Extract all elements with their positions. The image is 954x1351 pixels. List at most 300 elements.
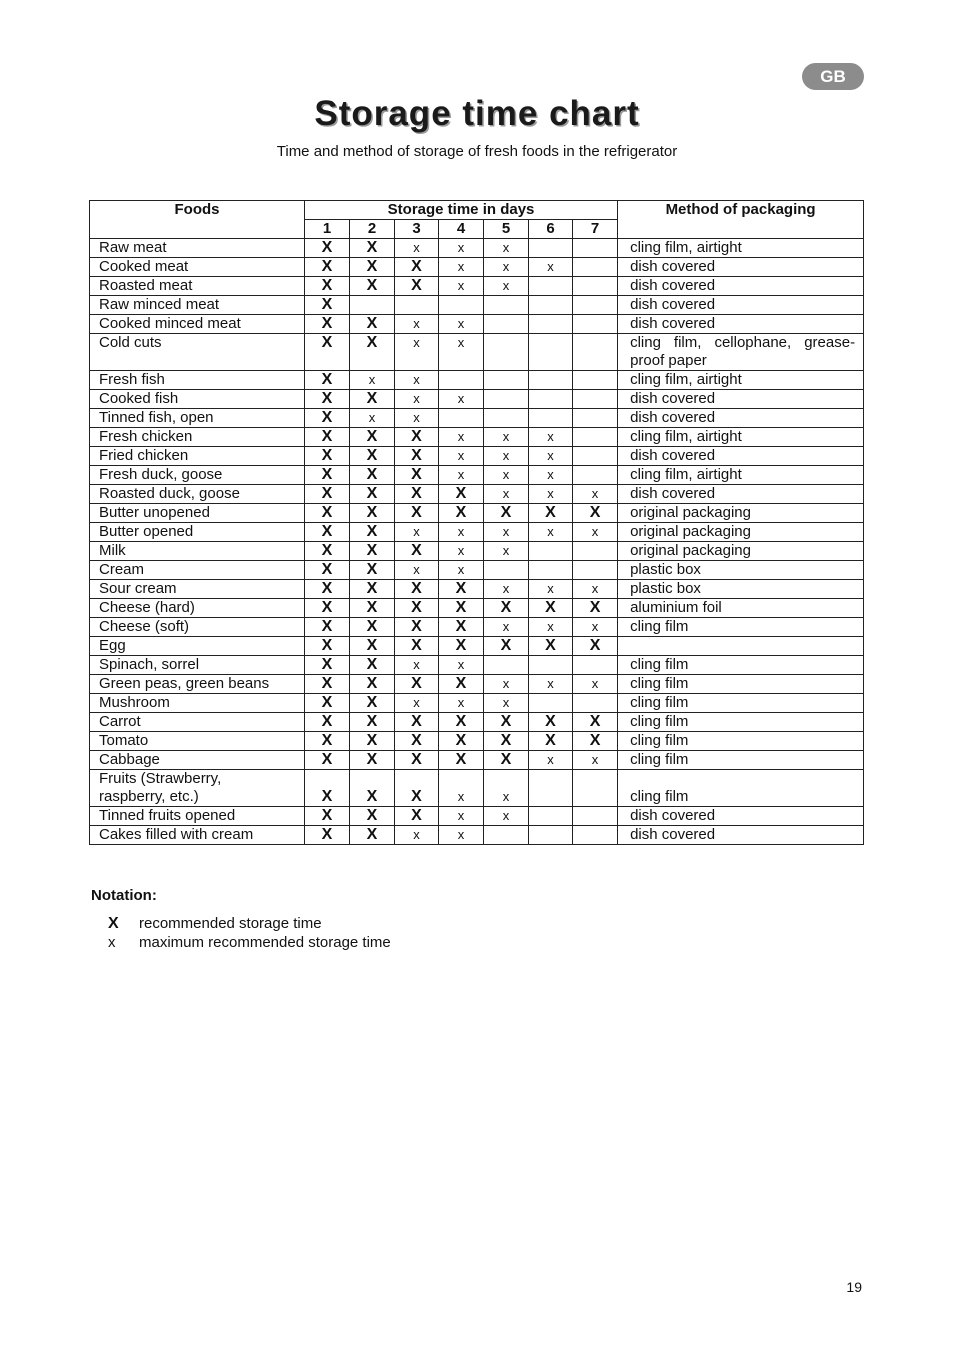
packaging-method-line: dish covered [630,447,716,464]
storage-mark [395,826,439,845]
storage-mark [529,542,573,561]
storage-mark-symbol: x [502,467,510,482]
storage-mark-symbol: X [366,637,378,654]
storage-mark [573,599,618,618]
packaging-method [618,239,864,258]
food-name [90,770,305,807]
storage-mark-symbol: X [366,694,378,711]
storage-mark [350,504,395,523]
storage-mark [439,258,484,277]
food-name [90,466,305,485]
page-number: 19 [846,1279,862,1295]
storage-mark [305,466,350,485]
packaging-method-line: cling film [630,751,689,768]
storage-mark-symbol: X [321,258,333,275]
storage-mark [395,637,439,656]
food-name-line: Fresh fish [99,371,165,388]
storage-mark-symbol: X [366,807,378,824]
storage-mark [350,466,395,485]
storage-mark [529,296,573,315]
storage-mark [573,277,618,296]
storage-mark [305,561,350,580]
storage-mark-symbol: X [411,713,422,730]
storage-mark-symbol: X [411,580,422,597]
storage-mark-symbol: X [321,807,333,824]
packaging-method-line: original packaging [630,523,751,540]
storage-mark-symbol: X [321,561,333,578]
packaging-method [618,770,864,807]
food-name-line: Fried chicken [99,447,189,464]
food-name [90,694,305,713]
storage-mark [350,826,395,845]
storage-mark [305,732,350,751]
food-name [90,315,305,334]
header-method: Method of packaging [618,201,864,239]
food-name-line: Cabbage [99,751,160,768]
food-name-line: Mushroom [99,694,170,711]
storage-mark [439,618,484,637]
storage-mark-symbol: X [321,826,333,843]
packaging-method [618,713,864,732]
food-name-line: Sour cream [99,580,177,597]
food-name-line: Tomato [99,732,149,749]
storage-mark [529,239,573,258]
storage-mark-symbol: X [321,599,333,616]
storage-mark [529,371,573,390]
storage-mark-symbol: X [366,561,378,578]
storage-mark [305,296,350,315]
storage-mark [395,713,439,732]
storage-mark-symbol: X [545,504,556,521]
storage-mark [484,656,529,675]
storage-mark-symbol: X [321,428,333,445]
storage-mark-symbol: X [366,390,378,407]
storage-mark-symbol: X [366,466,378,483]
storage-mark [484,315,529,334]
packaging-method-line: original packaging [630,542,751,559]
storage-mark [305,599,350,618]
food-name-line: Butter unopened [99,504,210,521]
table-row [90,390,864,409]
storage-mark [395,466,439,485]
packaging-method [618,637,864,656]
storage-mark-symbol: x [591,676,599,691]
storage-mark [395,675,439,694]
packaging-method-line: dish covered [630,826,716,843]
storage-mark [350,694,395,713]
food-name [90,277,305,296]
storage-mark [484,713,529,732]
storage-mark-symbol: X [411,542,422,559]
storage-mark-symbol: x [502,429,510,444]
storage-mark-symbol: x [457,429,465,444]
storage-mark-symbol: x [457,278,465,293]
storage-mark [395,390,439,409]
table-row [90,807,864,826]
storage-mark-symbol: x [413,335,420,350]
packaging-method-line: cling film [630,656,689,673]
storage-mark-symbol: X [366,428,378,445]
storage-mark [484,561,529,580]
storage-mark-symbol: X [366,542,378,559]
storage-mark-symbol: x [502,448,510,463]
page-subtitle: Time and method of storage of fresh foods in the refrigerator [276,143,678,160]
header-day-2: 2 [350,220,395,239]
storage-mark-symbol: x [502,486,510,501]
storage-mark [484,637,529,656]
storage-mark-symbol: x [547,524,554,539]
food-name-line: raspberry, etc.) [99,788,199,805]
storage-mark [529,807,573,826]
food-name [90,523,305,542]
table-row [90,315,864,334]
storage-mark-symbol: x [547,619,554,634]
food-name [90,504,305,523]
food-name-line: Cakes filled with cream [99,826,254,843]
food-name [90,239,305,258]
storage-mark [529,485,573,504]
storage-mark-symbol: X [366,277,378,294]
table-row [90,694,864,713]
storage-mark [439,409,484,428]
storage-time-table [89,200,864,845]
table-row [90,656,864,675]
storage-mark-symbol: X [589,732,601,749]
storage-mark-symbol: x [413,316,420,331]
storage-mark [573,618,618,637]
packaging-method [618,371,864,390]
food-name [90,390,305,409]
storage-mark [305,656,350,675]
storage-mark [305,826,350,845]
storage-mark-symbol: x [413,562,420,577]
storage-mark [305,637,350,656]
storage-mark-symbol: x [547,467,554,482]
storage-mark-symbol: X [321,713,333,730]
storage-mark-symbol: X [545,732,556,749]
food-name-line: Green peas, green beans [99,675,270,692]
food-name [90,485,305,504]
storage-mark-symbol: X [366,504,378,521]
storage-mark [573,258,618,277]
storage-mark-symbol: x [502,695,510,710]
storage-mark [305,447,350,466]
food-name [90,428,305,447]
storage-mark [484,447,529,466]
storage-mark-symbol: x [457,448,465,463]
storage-mark-symbol: X [321,277,333,294]
packaging-method [618,315,864,334]
storage-mark-symbol: X [321,239,333,256]
storage-mark [573,713,618,732]
storage-mark-symbol: X [411,751,422,768]
header-day-7: 7 [573,220,618,239]
storage-mark-symbol: x [457,562,465,577]
storage-mark-symbol: X [366,485,378,502]
storage-mark [395,599,439,618]
storage-mark-symbol: X [545,637,556,654]
food-name [90,675,305,694]
storage-mark-symbol: X [321,447,333,464]
storage-mark [484,542,529,561]
storage-mark [350,542,395,561]
storage-mark-symbol: x [457,789,465,804]
storage-mark-symbol: x [502,581,510,596]
header-storage-time: Storage time in days [305,201,618,220]
storage-mark [350,371,395,390]
storage-mark [529,713,573,732]
storage-mark [439,390,484,409]
packaging-method [618,580,864,599]
storage-mark-symbol: X [411,277,422,294]
storage-mark [395,334,439,371]
storage-mark-symbol: X [500,504,512,521]
storage-mark-symbol: x [547,752,554,767]
storage-mark [439,807,484,826]
packaging-method [618,826,864,845]
packaging-method-line: aluminium foil [630,599,722,616]
storage-mark [484,807,529,826]
storage-mark [305,315,350,334]
storage-mark-symbol: X [411,618,422,635]
storage-mark [529,315,573,334]
storage-mark [395,751,439,770]
table-row [90,258,864,277]
food-name-line: Milk [99,542,126,559]
storage-mark-symbol: x [413,410,420,425]
storage-mark [529,618,573,637]
storage-mark [350,409,395,428]
storage-mark [350,675,395,694]
storage-mark-symbol: X [455,504,467,521]
storage-mark [529,258,573,277]
storage-mark-symbol: X [411,504,422,521]
storage-mark [529,826,573,845]
food-name [90,371,305,390]
storage-mark-symbol: x [457,259,465,274]
storage-mark [350,334,395,371]
storage-mark [395,315,439,334]
storage-mark-symbol: X [321,390,333,407]
storage-mark-symbol: X [411,428,422,445]
table-row [90,409,864,428]
storage-mark [350,599,395,618]
storage-mark [350,277,395,296]
table-row [90,504,864,523]
storage-mark [484,334,529,371]
packaging-method-line: cling film [630,694,689,711]
storage-mark [395,618,439,637]
storage-mark-symbol: X [411,807,422,824]
storage-mark-symbol: X [321,296,333,313]
storage-mark [573,485,618,504]
storage-mark-symbol: x [591,486,599,501]
table-row [90,371,864,390]
storage-mark-symbol: x [368,410,376,425]
storage-mark-symbol: x [502,524,510,539]
storage-mark [529,334,573,371]
storage-mark [350,428,395,447]
storage-mark [573,656,618,675]
storage-mark-symbol: X [366,447,378,464]
storage-mark [573,334,618,371]
packaging-method-line: proof paper [630,352,707,369]
packaging-method-line: cling film, airtight [630,239,742,256]
storage-mark-symbol: X [366,675,378,692]
storage-mark-symbol: X [366,315,378,332]
table-row [90,599,864,618]
storage-mark [573,409,618,428]
storage-mark [305,580,350,599]
storage-mark [305,409,350,428]
storage-mark-symbol: x [413,391,420,406]
storage-mark [484,371,529,390]
storage-mark-symbol: X [545,599,556,616]
packaging-method-line [630,637,863,655]
storage-mark-symbol: x [502,278,510,293]
food-name-line: Cold cuts [99,334,162,351]
storage-mark [305,371,350,390]
storage-mark [350,523,395,542]
food-name [90,656,305,675]
storage-mark-symbol: x [457,657,465,672]
food-name [90,258,305,277]
storage-mark [439,675,484,694]
storage-mark [439,277,484,296]
food-name-line: Cooked fish [99,390,179,407]
storage-mark [305,258,350,277]
storage-mark-symbol: X [411,788,422,805]
storage-mark-symbol: X [321,732,333,749]
storage-mark [395,561,439,580]
storage-mark [573,637,618,656]
table-row [90,675,864,694]
notation-text: maximum recommended storage time [139,934,391,951]
storage-mark-symbol: X [455,637,467,654]
packaging-method [618,542,864,561]
notation-item-maximum [108,933,391,952]
food-name [90,713,305,732]
storage-mark-symbol: x [413,657,420,672]
food-name [90,751,305,770]
storage-mark [305,675,350,694]
table-row [90,732,864,751]
storage-mark [484,239,529,258]
table-row [90,826,864,845]
storage-mark-symbol: X [545,713,556,730]
storage-mark-symbol: x [547,676,554,691]
header-day-1: 1 [305,220,350,239]
storage-mark-symbol: X [366,656,378,673]
storage-mark-symbol: X [455,618,467,635]
packaging-method [618,258,864,277]
storage-mark-symbol: X [455,751,467,768]
storage-mark-symbol: X [411,637,422,654]
storage-mark [305,390,350,409]
storage-mark [529,656,573,675]
storage-mark [439,826,484,845]
storage-mark [305,239,350,258]
storage-mark [439,656,484,675]
table-row [90,751,864,770]
storage-mark [439,770,484,807]
storage-mark [395,296,439,315]
storage-mark-symbol: x [591,524,599,539]
food-name [90,599,305,618]
food-name [90,542,305,561]
storage-mark [484,599,529,618]
packaging-method [618,675,864,694]
food-name [90,334,305,371]
storage-mark-symbol: x [547,486,554,501]
storage-mark-symbol: x [457,467,465,482]
table-row [90,466,864,485]
storage-mark-symbol: X [366,523,378,540]
food-name [90,637,305,656]
storage-mark-symbol: X [321,504,333,521]
storage-mark-symbol: X [321,788,333,805]
storage-mark-symbol: X [589,713,601,730]
table-row [90,485,864,504]
packaging-method [618,390,864,409]
food-name-line: Egg [99,637,126,654]
storage-mark [350,637,395,656]
storage-mark-symbol: x [502,808,510,823]
storage-mark-symbol: X [366,580,378,597]
storage-mark [573,580,618,599]
storage-mark-symbol: X [500,599,512,616]
storage-mark [395,523,439,542]
storage-mark [484,428,529,447]
storage-mark-symbol: X [321,523,333,540]
storage-mark-symbol: x [457,543,465,558]
storage-mark-symbol: X [411,599,422,616]
storage-mark [439,504,484,523]
storage-mark [350,390,395,409]
table-row [90,239,864,258]
storage-mark [529,732,573,751]
page-title: Storage time chart [314,94,640,133]
storage-mark [395,428,439,447]
storage-mark [484,770,529,807]
storage-mark [484,618,529,637]
storage-mark [484,504,529,523]
packaging-method [618,466,864,485]
storage-mark-symbol: x [502,789,510,804]
storage-mark-symbol: X [366,599,378,616]
food-name-line: Carrot [99,713,141,730]
table-row [90,770,864,807]
packaging-method [618,599,864,618]
storage-mark [350,258,395,277]
storage-mark [305,751,350,770]
storage-mark [484,466,529,485]
header-day-3: 3 [395,220,439,239]
packaging-method [618,656,864,675]
storage-mark [439,580,484,599]
storage-mark [439,751,484,770]
storage-mark [350,807,395,826]
storage-mark-symbol: x [502,240,510,255]
storage-mark [573,315,618,334]
storage-mark-symbol: X [589,504,601,521]
storage-mark-symbol: x [413,524,420,539]
table-row [90,523,864,542]
storage-mark-symbol: X [366,334,378,351]
packaging-method [618,694,864,713]
storage-mark-symbol: X [411,447,422,464]
storage-mark-symbol: X [411,258,422,275]
